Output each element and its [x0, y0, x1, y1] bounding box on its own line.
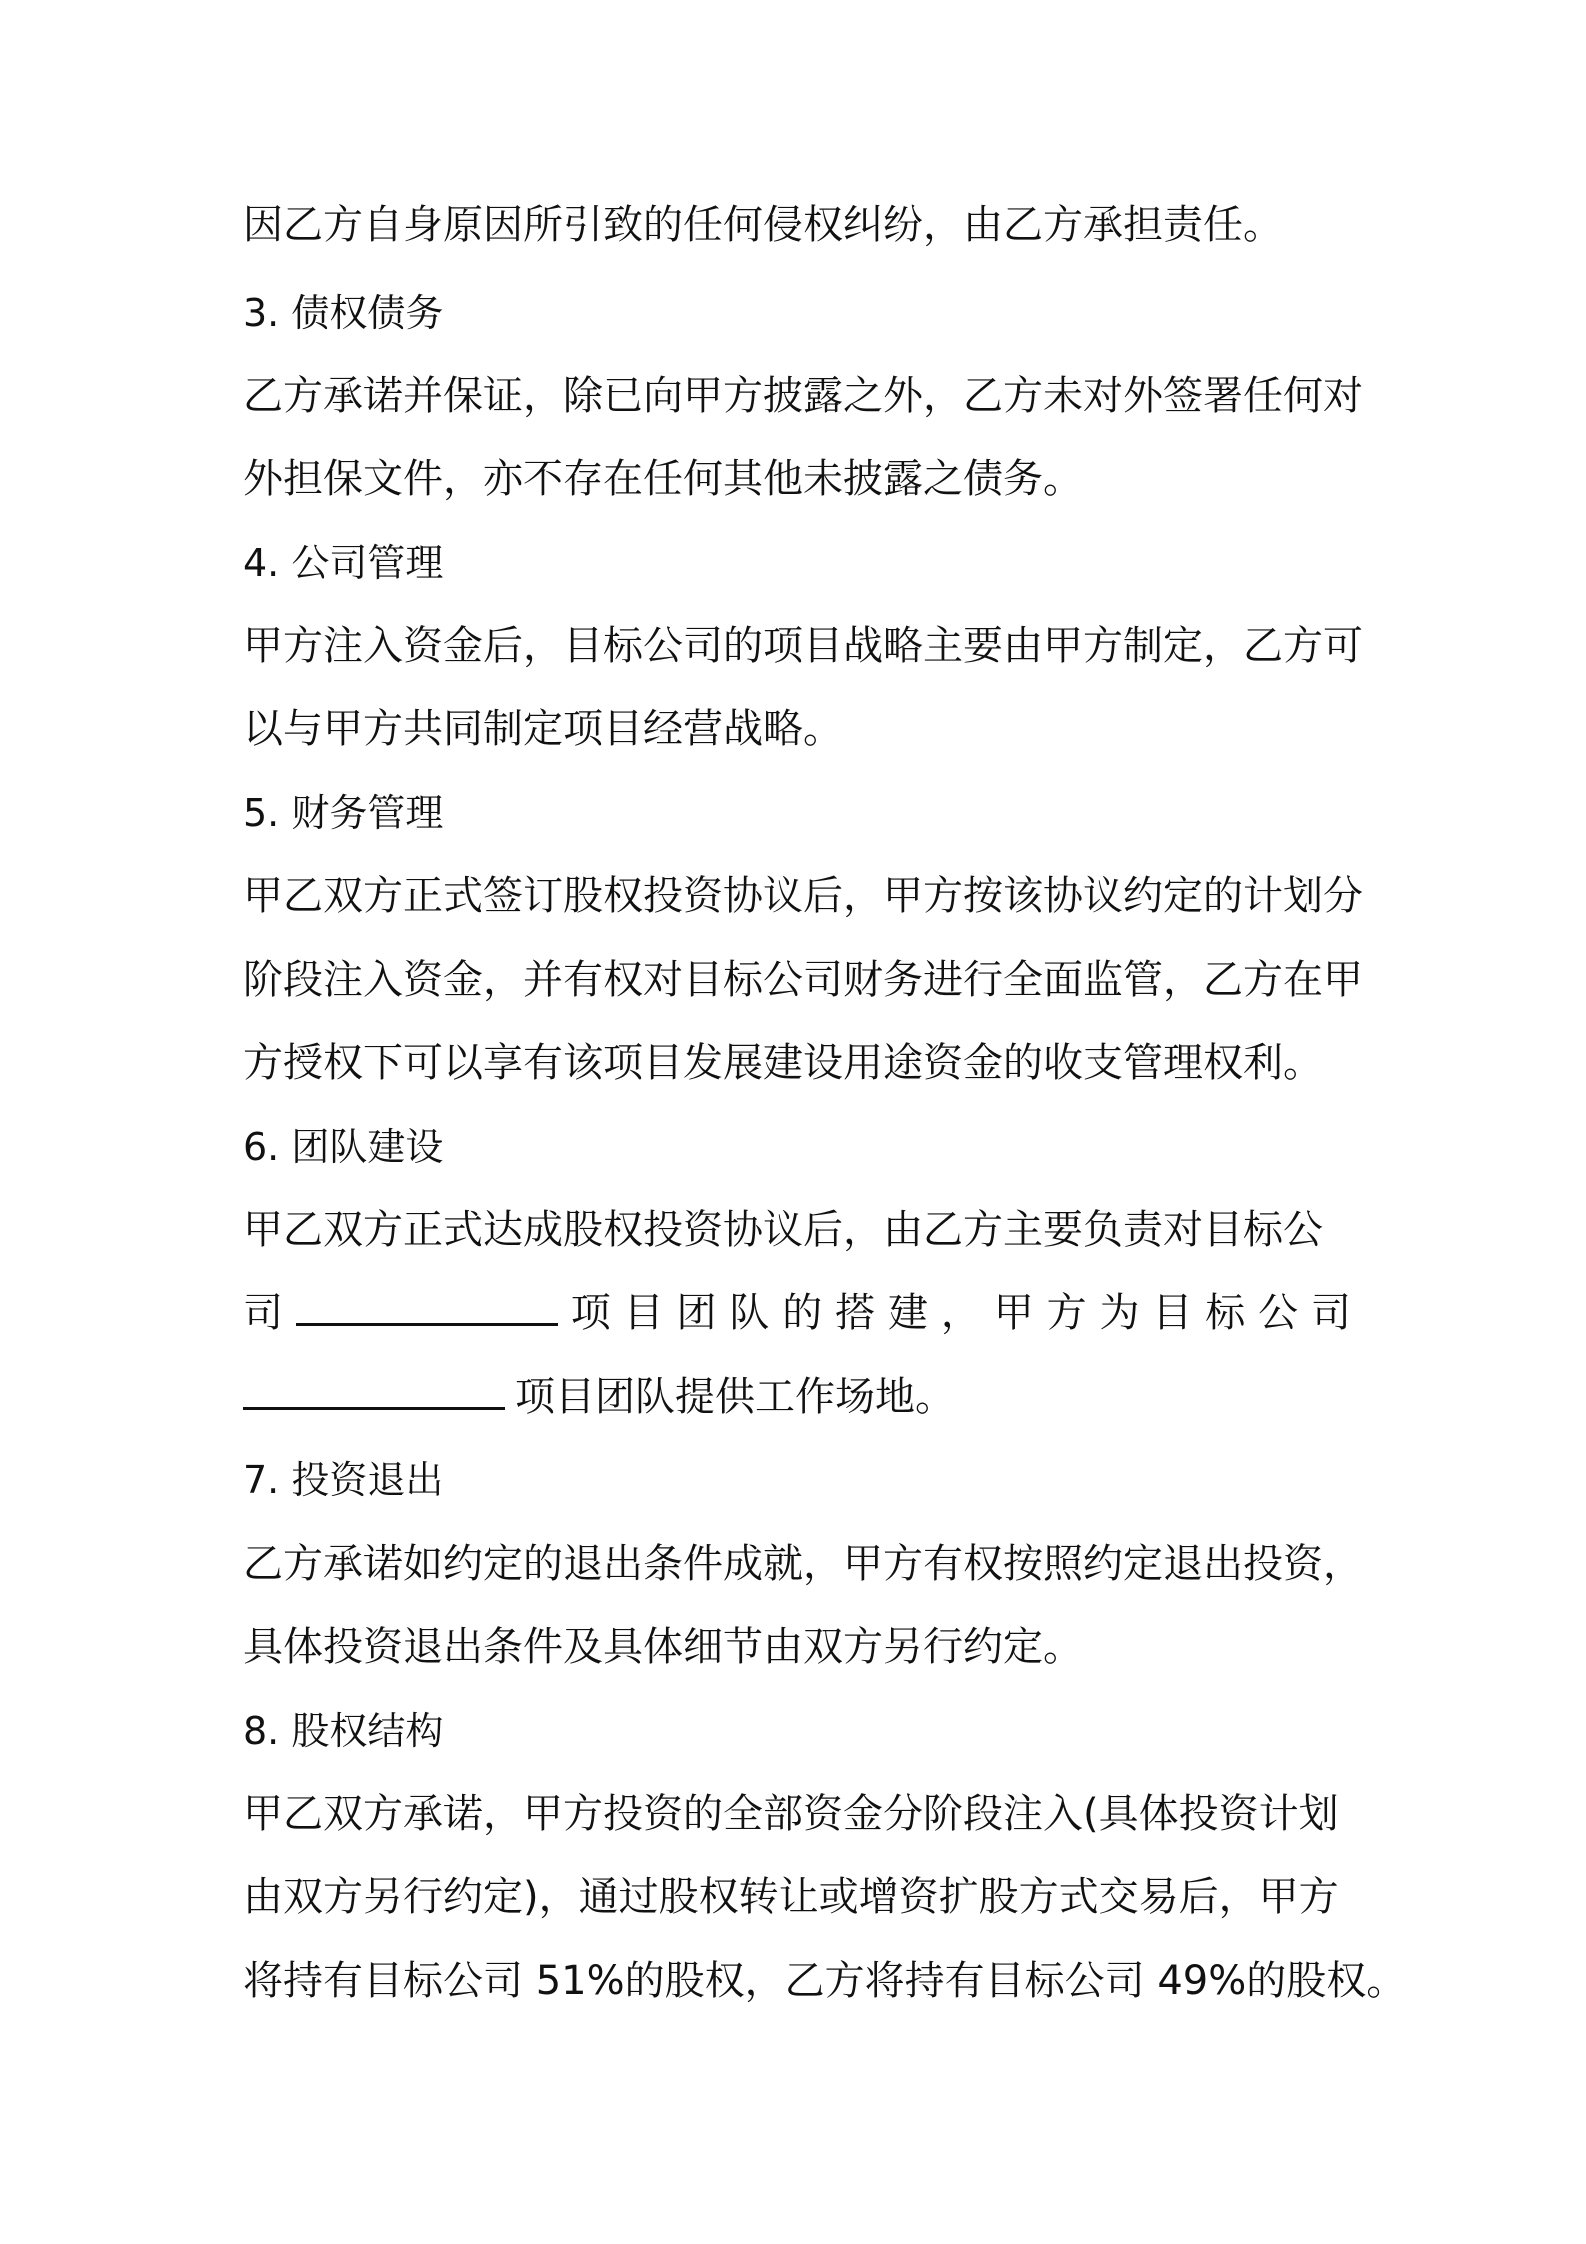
paragraph-line: 乙方承诺并保证，除已向甲方披露之外，乙方未对外签署任何对 [243, 373, 1363, 419]
section-heading-management: 4. 公司管理 [243, 541, 444, 585]
char: 司 [1311, 1290, 1351, 1336]
fill-in-blank[interactable] [296, 1283, 558, 1326]
paragraph-line: 甲乙双方正式达成股权投资协议后，由乙方主要负责对目标公 [243, 1207, 1323, 1253]
paragraph-line: 甲乙双方承诺，甲方投资的全部资金分阶段注入(具体投资计划 [243, 1791, 1339, 1837]
section-heading-team: 6. 团队建设 [243, 1125, 444, 1169]
paragraph-line: 具体投资退出条件及具体细节由双方另行约定。 [243, 1624, 1083, 1670]
char: 建 [888, 1290, 928, 1336]
paragraph-line: 由双方另行约定)，通过股权转让或增资扩股方式交易后，甲方 [243, 1874, 1339, 1920]
paragraph-line: 方授权下可以享有该项目发展建设用途资金的收支管理权利。 [243, 1040, 1323, 1086]
paragraph-line: 甲方注入资金后，目标公司的项目战略主要由甲方制定，乙方可 [243, 623, 1363, 669]
char: 公 [1258, 1290, 1299, 1336]
paragraph-line: 阶段注入资金，并有权对目标公司财务进行全面监管，乙方在甲 [243, 957, 1363, 1003]
section-heading-debt: 3. 债权债务 [243, 291, 444, 335]
paragraph-line: 以与甲方共同制定项目经营战略。 [243, 706, 843, 752]
char: 项 [570, 1290, 611, 1336]
paragraph-line: 外担保文件，亦不存在任何其他未披露之债务。 [243, 456, 1083, 502]
char: 队 [729, 1290, 770, 1336]
paragraph-line: 甲乙双方正式签订股权投资协议后，甲方按该协议约定的计划分 [243, 873, 1363, 919]
char: 目 [1152, 1290, 1193, 1336]
section-heading-equity: 8. 股权结构 [243, 1709, 444, 1753]
char: 的 [782, 1290, 823, 1336]
char: 方 [1046, 1290, 1087, 1336]
line-text: 项目团队提供工作场地。 [515, 1374, 955, 1420]
char: 搭 [835, 1290, 876, 1336]
paragraph-line: 因乙方自身原因所引致的任何侵权纠纷，由乙方承担责任。 [243, 202, 1283, 248]
char: 目 [623, 1290, 664, 1336]
fill-in-blank[interactable] [243, 1367, 505, 1410]
char: 为 [1099, 1290, 1140, 1336]
char: 团 [676, 1290, 717, 1336]
char: 司 [243, 1290, 283, 1336]
justified-line-with-blank [243, 1283, 1351, 1343]
char: ， [940, 1290, 981, 1336]
paragraph-line: 乙方承诺如约定的退出条件成就，甲方有权按照约定退出投资， [243, 1541, 1363, 1587]
paragraph-line-with-blank [243, 1367, 1363, 1427]
section-heading-finance: 5. 财务管理 [243, 791, 444, 835]
char: 标 [1205, 1290, 1246, 1336]
paragraph-line: 将持有目标公司 51%的股权，乙方将持有目标公司 49%的股权。 [243, 1958, 1407, 2004]
section-heading-exit: 7. 投资退出 [243, 1458, 444, 1502]
char: 甲 [993, 1290, 1034, 1336]
